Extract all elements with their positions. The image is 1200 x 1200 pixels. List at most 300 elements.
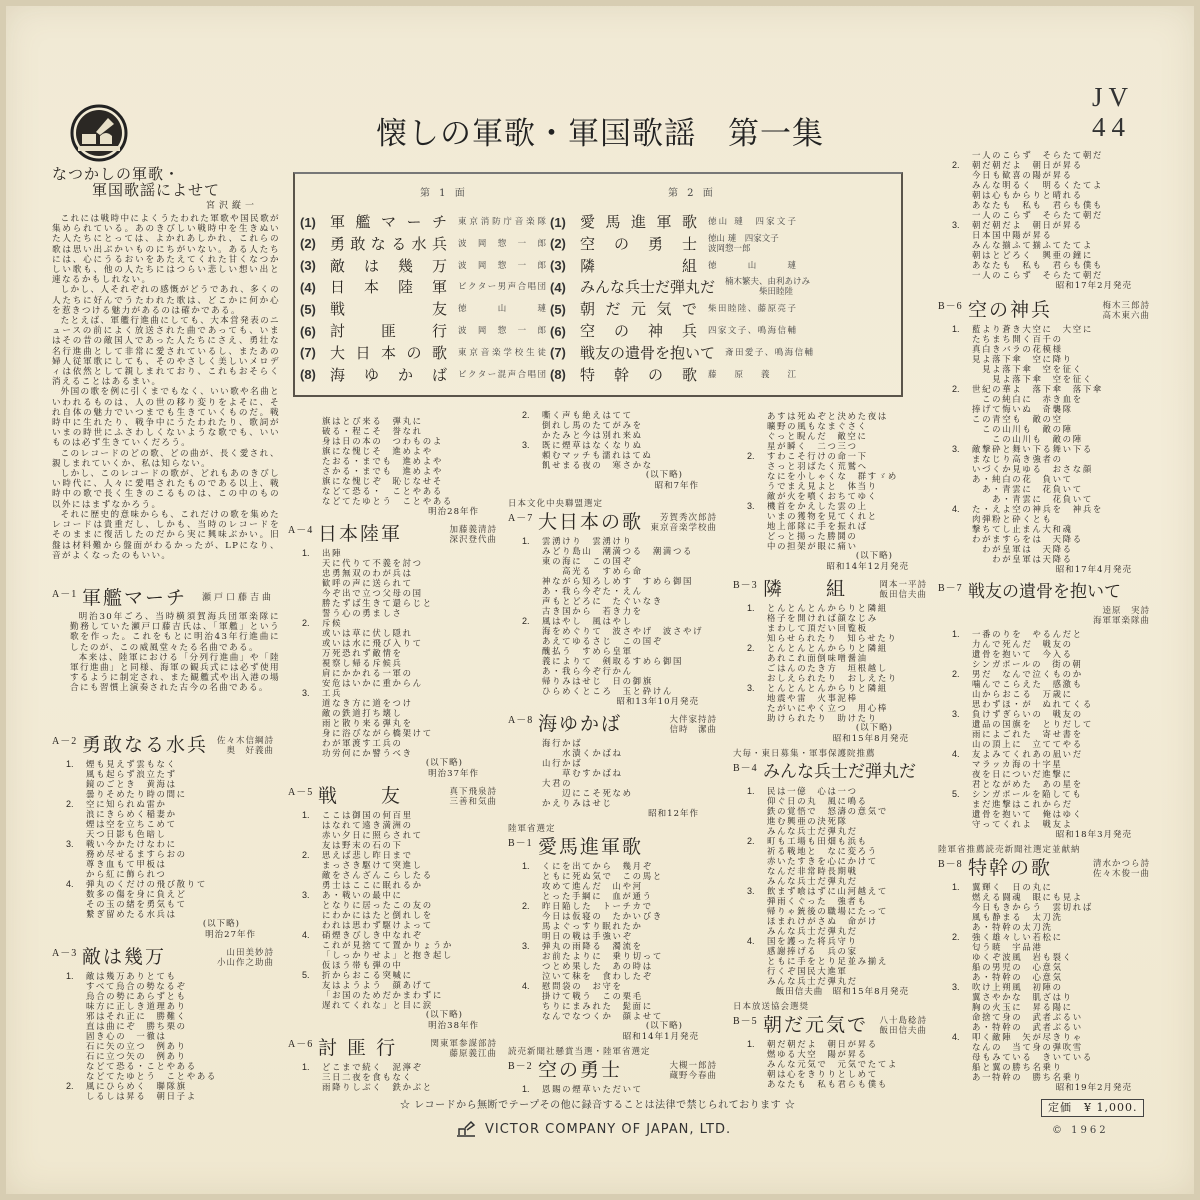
lyric-line: などて恐る・ことやある — [86, 1061, 197, 1071]
verse-lines — [542, 616, 703, 696]
lyric-line: 母もみている きいている — [972, 1052, 1093, 1062]
song-credits — [879, 580, 933, 600]
selection-note: 陸軍省選定 — [508, 824, 556, 834]
lyric-line: シンガポールを陥しても — [972, 789, 1083, 799]
song-B-1 — [508, 824, 723, 1043]
track-artist: 藤原義江 — [708, 369, 796, 380]
song-title: 軍艦マーチ — [82, 587, 188, 609]
lyric-verse — [938, 504, 1156, 564]
credit-line: 東京音楽学校曲 — [650, 523, 717, 533]
credit-line: 加藤義清詩 — [449, 525, 497, 535]
song-credits — [650, 513, 723, 533]
lyric-line: 三日二夜を食もなく — [322, 1072, 413, 1082]
lyric-line: うでまえ見よと 体当り — [767, 481, 878, 491]
lyric-line: 進む興亜の決死隊 — [767, 816, 848, 826]
lyric-line: 泣いて秣を 食わしたぞ — [542, 971, 653, 981]
lyric-line: さかる・までも 進めよや — [322, 466, 443, 476]
verse-lines — [972, 1032, 1093, 1082]
credit-line: 佐々木信綱詩 — [216, 736, 274, 746]
lyric-line: 知らせられたり 知らせたり — [767, 633, 898, 643]
track-title: 愛馬進軍歌 — [580, 213, 698, 231]
lyric-line: 声もとどろに たぐいなき — [542, 596, 663, 606]
lyric-line: 直は曲にぞ 勝ち栗の — [86, 1021, 187, 1031]
release-date: 明治37年作 — [428, 769, 479, 779]
verse-number: 2. — [747, 451, 755, 461]
lyric-line: ここは御国の何百里 — [322, 810, 413, 820]
track-title: 大日本の歌 — [330, 343, 448, 362]
verse-number: 5. — [952, 789, 960, 799]
lyric-line: 朝は心をきりりとしめて — [767, 1069, 878, 1079]
essay — [52, 166, 280, 561]
lyric-line: なんだ非常時長期戦 — [767, 866, 858, 876]
verse-lines — [542, 1084, 643, 1094]
verse-number: 2. — [302, 618, 310, 628]
credit-line: 信時 潔曲 — [669, 725, 717, 735]
verse-number: 4. — [302, 930, 310, 940]
track-artist: 徳山 璉 四家文子 — [708, 217, 796, 227]
lyric-line: みどり島山 潮満つる 潮満つる — [542, 546, 694, 556]
lyric-line: 「お国のためだかまわずに — [322, 990, 443, 1000]
verse-number: 3. — [522, 440, 530, 450]
verse-number: 2. — [952, 932, 960, 942]
verse-number: 2. — [522, 616, 530, 626]
verse-lines — [542, 981, 663, 1021]
lyric-line: 神ながら知ろしめす すめら御国 — [542, 576, 694, 586]
verse-lines — [972, 789, 1083, 829]
lyric-verse — [52, 879, 280, 919]
lyric-verse — [288, 1062, 503, 1092]
lyric-line: 見よ落下傘 空を征く — [972, 364, 1083, 374]
track-artist: 徳山璉 — [708, 260, 796, 271]
lyric-line: 既に煙草はなくなりぬ — [542, 440, 643, 450]
lyric-line: ほまれけがさぬ 命がけ — [767, 916, 878, 926]
song-A-8 — [508, 712, 723, 820]
song-B-4 — [733, 749, 933, 998]
verse-lines — [322, 970, 443, 1010]
verse-number: 1. — [952, 629, 960, 639]
song-code: A－5 — [288, 787, 314, 798]
song-title: 空の神兵 — [968, 299, 1053, 321]
song-A-3 — [52, 945, 280, 1101]
lyric-verse — [733, 643, 933, 683]
verse-lines — [972, 150, 1103, 160]
credit-line: 大伴家持詩 — [669, 715, 717, 725]
lyric-line: 雨と散り来る弾丸を — [322, 718, 413, 728]
lyric-line: これが見捨てて置かりょうか — [322, 940, 453, 950]
lyric-line: 曠野の風もなまぐさく — [767, 421, 868, 431]
lyric-line: 帰りみはせじ 日の御旗 — [542, 676, 653, 686]
verse-number: 2. — [522, 901, 530, 911]
lyric-line: とんとんとんからりと隣組 — [767, 683, 888, 693]
verse-number: 2. — [66, 799, 74, 809]
lyric-verse — [733, 451, 933, 501]
credit-line: 蔵野今春曲 — [669, 1071, 717, 1081]
lyric-line: 明日の戦は手強いぞ — [542, 931, 633, 941]
lyric-line: すわこそ行けの命一下 — [767, 451, 868, 461]
lyric-line: 尊き血もて甲板は — [86, 859, 167, 869]
verse-lines — [972, 444, 1093, 504]
lyric-line: ごはんのたき方 垣根越し — [767, 663, 888, 673]
song-B-8 — [938, 845, 1156, 1094]
lyric-line: 義によりて 剣取るすめら御国 — [542, 656, 684, 666]
credit-line: 関東軍参謀部詩 — [430, 1039, 497, 1049]
lyric-line: 恩賜の煙草いただいて — [542, 1084, 643, 1094]
lyric-line: 功労何にか譬うべき — [322, 748, 413, 758]
lyric-line: ひらめくところ 玉と砕けん — [542, 686, 673, 696]
lyric-line: 翼輝く 日の丸に — [972, 882, 1053, 892]
lyric-verse — [288, 416, 503, 506]
song-A-4 — [288, 522, 503, 780]
lyric-line: みんな兵士だ弾丸だ — [767, 976, 858, 986]
lyric-line: 祈る戦地と なに変ろう — [767, 846, 878, 856]
lyric-line: 醜払う すめら皇軍 — [542, 646, 633, 656]
song-B-3 — [733, 577, 933, 745]
song-title: 戦 友 — [318, 785, 403, 807]
lyric-line: 弾丸の雨降る 濁流を — [542, 941, 643, 951]
lyric-line: なんの 当て身の弾吹雪 — [972, 1042, 1083, 1052]
verse-number: 2. — [66, 1081, 74, 1091]
verse-lines — [972, 160, 1103, 220]
lyric-line: あれこれ面倒味噌醤油 — [767, 653, 868, 663]
lyric-line: 藍より蒼き大空に 大空に — [972, 324, 1093, 334]
lyric-line: 道なき方に道をつけ — [322, 698, 413, 708]
credit-line: 岡本一平詩 — [879, 580, 927, 590]
verse-lines — [972, 220, 1103, 280]
release-date: 明治38年作 — [428, 1021, 479, 1031]
verse-number: 1. — [747, 603, 755, 613]
track-title: みんな兵士だ弾丸だ — [580, 278, 716, 297]
lyric-line: 勇士はここに眠れるか — [322, 880, 423, 890]
lyric-line: 助けられたり 助けたり — [767, 713, 878, 723]
lyric-line: 弾丸のくだけの飛び散りて — [86, 879, 207, 889]
selection-note: 日本放送協会選奨 — [733, 1002, 810, 1012]
release-date: 昭和15年8月発売 — [832, 734, 909, 744]
song-credits — [669, 715, 723, 735]
lyric-line: 朝だ朝だよ 朝日が昇る — [972, 160, 1083, 170]
track-number: (5) — [550, 301, 566, 317]
lyric-line: 頼むマッチも濡れはてぬ — [542, 450, 653, 460]
verse-number: 1. — [66, 971, 74, 981]
essay-paragraph: たとえば、軍艦行進曲にしても、大本営発表のニュースの前によく放送された曲であっても、いまはその昔の敵国人であった人たちにさえ、勇壮な名行進曲として非常に愛されているし、またあの婦人従軍歌にしても、そのやさしく美しいメロディは依然として親しまれており、これもおそらく消えることはあるまい。 — [52, 316, 280, 388]
lyric-line: みんな兵士だ弾丸だ — [767, 876, 858, 886]
lyric-verse — [733, 1039, 933, 1089]
song-heading — [733, 578, 933, 600]
catalog-code: 44 — [1092, 112, 1131, 142]
song-A-7 — [508, 499, 723, 708]
song-heading — [508, 713, 723, 735]
lyric-line: 赤いたすきを心にかけて — [767, 856, 878, 866]
verse-number: 1. — [952, 324, 960, 334]
lyric-line: 強く雄々しい若松に — [972, 932, 1063, 942]
lyric-verse — [288, 618, 503, 688]
song-credits — [217, 736, 280, 756]
lyric-line: 破る・程こそ 誉なれ — [322, 426, 423, 436]
song-code: A－8 — [508, 715, 534, 726]
lyric-line: 遺骨を抱いて 今入る — [972, 649, 1073, 659]
manufacturer-name: VICTOR COMPANY OF JAPAN, LTD. — [485, 1121, 732, 1137]
essay-title-line: なつかしの軍歌・ — [52, 165, 181, 183]
lyric-line: 負けずぎらいの 戦友の — [972, 709, 1083, 719]
lyric-verse — [938, 749, 1156, 789]
lyric-line: われは思わず駆けよって — [322, 920, 433, 930]
selection-note: 読売新聞社懸賞当選・陸軍省選定 — [508, 1047, 651, 1057]
lyric-line: みんな揃ふて揃ふてたてよ — [972, 240, 1093, 250]
song-heading — [508, 1059, 723, 1081]
song-heading — [508, 511, 723, 533]
track-number: (7) — [300, 345, 316, 361]
column-3 — [508, 0, 723, 1200]
song-heading — [733, 1014, 933, 1036]
column-4 — [733, 0, 933, 1200]
lyric-line: つとめ果した あの時は — [542, 961, 653, 971]
verse-lines — [767, 411, 888, 451]
verse-number: 2. — [747, 643, 755, 653]
verse-lines — [542, 738, 633, 808]
lyric-line: 数多の傷を身に負えど — [86, 889, 187, 899]
verse-number — [952, 150, 972, 160]
credit-line: 清水かつら詩 — [1092, 859, 1150, 869]
lyric-line: 風はやし 風はやし — [542, 616, 633, 626]
verse-lines — [86, 799, 177, 839]
verse-lines — [767, 603, 897, 643]
credit-line: 瀬戸口藤吉曲 — [201, 593, 274, 603]
song-description: 明治30年ごろ、当時横須賀海兵団軍楽隊に勤務していた瀬戸口藤吉氏は、「軍艦」という歌を作った。これをもとに明治43年行進曲にしたのが、この威風堂々たる名曲である。 — [70, 612, 280, 653]
verse-number — [522, 738, 542, 808]
lyric-line: 勝たずば生きて還らじと — [322, 598, 433, 608]
lyric-line: みんな兵士だ弾丸だ — [767, 926, 858, 936]
song-code: B－7 — [938, 583, 963, 594]
lyric-line: 嘶く声も絶えはてて — [542, 410, 633, 420]
verse-lines — [86, 759, 187, 799]
lyric-line: にわかにはたと倒れしを — [322, 910, 433, 920]
lyric-line: 友は野末の石の下 — [322, 840, 403, 850]
track-title: 日本陸軍 — [330, 278, 448, 297]
lyric-line: 見よ落下傘 空を征く — [972, 374, 1093, 384]
lyric-line: みんな兵士だ弾丸だ — [767, 826, 858, 836]
lyric-line: みんな明るく 明るくたてよ — [972, 180, 1103, 190]
verse-number: 3. — [952, 709, 960, 719]
track-artist: ビクター混声合唱団 — [458, 369, 546, 380]
lyric-line: おしえられたり おしえたり — [767, 673, 898, 683]
track-number: (6) — [550, 323, 566, 339]
lyric-line: 旗はとび来る 弾丸に — [322, 416, 423, 426]
song-B-5 — [733, 1002, 933, 1089]
lyric-line: なにを小しゃくな 群すゞめ — [767, 471, 898, 481]
lyric-line: 遺品の国旗を とりだして — [972, 719, 1093, 729]
lyric-verse — [733, 603, 933, 643]
lyric-line: わがますらをは 天降る — [972, 534, 1083, 544]
verse-lines — [322, 930, 453, 970]
lyric-verse — [508, 981, 723, 1021]
track-artist: 徳山 璉 四家文子 波岡惣一郎 — [708, 233, 779, 254]
verse-number: 1. — [522, 536, 530, 546]
lyric-line: あ・特幹の 心意気 — [972, 972, 1063, 982]
song-heading — [938, 299, 1156, 321]
lyric-line: 仮ほう帯も弾の中 — [322, 960, 403, 970]
lyric-line: あ・特幹の太刀洗 — [972, 922, 1053, 932]
lyric-line: 見よ落下傘 空に降り — [972, 354, 1073, 364]
lyric-line: 今ぞ出で立つ父母の国 — [322, 588, 423, 598]
song-title: 日本陸軍 — [318, 523, 403, 545]
credit-line: 梅木三郎詩 — [1102, 301, 1150, 311]
copyright-year: © 1962 — [1052, 1125, 1109, 1136]
lyric-line: 天つ日影も色暗し — [86, 829, 167, 839]
verse-number: 3. — [747, 683, 755, 693]
lyric-line: 「しっかりせよ」と抱き起し — [322, 950, 453, 960]
song-title: 戦友の遺骨を抱いて — [968, 582, 1121, 602]
lyric-verse — [288, 890, 503, 930]
lyric-line: くにを出てから 幾月ぞ — [542, 861, 653, 871]
song-A-2 — [52, 733, 280, 941]
lyric-line: 燃える闘魂 眼にも見よ — [972, 892, 1083, 902]
lyric-line: 慰問袋の お守を — [542, 981, 623, 991]
lyric-verse — [938, 882, 1156, 932]
lyric-verse — [508, 1084, 723, 1094]
lyric-line: 風にひらめく 聯隊旗 — [86, 1081, 187, 1091]
lyric-line: などてたゆとう ことやある — [322, 496, 453, 506]
lyric-line: 叩く敵陣 矢が尽きりゃ — [972, 1032, 1083, 1042]
verse-lines — [972, 932, 1073, 982]
lyric-line: この純白に 赤き血を — [972, 394, 1083, 404]
release-date: 昭和7年作 — [654, 481, 699, 491]
song-credits — [1102, 301, 1156, 321]
lyric-line: いまの獲物を見てくれと — [767, 511, 878, 521]
verse-lines — [86, 971, 217, 1081]
verse-number: 1. — [522, 1084, 530, 1094]
lyric-line: 石に立つ矢の 例あり — [86, 1051, 187, 1061]
song-heading — [733, 761, 933, 783]
verse-number: 1. — [952, 882, 960, 892]
victor-dog-icon — [455, 1120, 477, 1138]
lyric-verse — [733, 886, 933, 936]
lyric-line: 一人のこらず そらたて朝だ — [972, 150, 1103, 160]
lyric-line: 弾雨くぐった 強者も — [767, 896, 868, 906]
lyric-line: 斥候 — [322, 618, 343, 628]
song-code: B－3 — [733, 580, 758, 591]
song-heading — [288, 523, 503, 545]
lyric-line: 固き心の 一徹は — [86, 1031, 167, 1041]
lyric-line: 遅れてくれな」と目に涙 — [322, 1000, 433, 1010]
lyric-line: その玉の緒を勇気もて — [86, 899, 187, 909]
credit-line: 芳賀秀次郎詩 — [659, 513, 717, 523]
lyric-verse — [938, 629, 1156, 669]
lyric-line: あ・青雲に 花負いて — [972, 484, 1083, 494]
verse-number: 1. — [522, 861, 530, 871]
track-title: 軍艦マーチ — [330, 213, 448, 231]
lyric-line: 船と翼の勝ち名乗り — [972, 1062, 1063, 1072]
lyric-line: たがいにやく立つ 用心棒 — [767, 703, 888, 713]
lyric-line: とった手綱に 血が通う — [542, 891, 653, 901]
song-code: A－7 — [508, 513, 534, 524]
verse-lines — [972, 384, 1103, 444]
lyric-line: 風も静まる 太刀洗 — [972, 912, 1063, 922]
lyric-verse — [288, 930, 503, 970]
lyric-line: 水漬くかばね — [542, 748, 623, 758]
lyric-line: しるしは昇る 朝日子よ — [86, 1091, 197, 1101]
lyric-line: 友はようよう 顔あげて — [322, 980, 433, 990]
lyric-line: あ・我ら今ぞた・えん — [542, 586, 643, 596]
lyric-line: 鏡のごとき 黄海は — [86, 779, 177, 789]
album-title: 懐しの軍歌・軍国歌謡 第一集 — [376, 116, 824, 152]
lyric-verse — [938, 220, 1156, 280]
lyric-line: 匂う暁 宇品港 — [972, 942, 1043, 952]
lyric-line: 戦い今かたけなわに — [86, 839, 177, 849]
lyric-line: 船の男児の 心意気 — [972, 962, 1063, 972]
credit-line: 三善和気曲 — [449, 797, 497, 807]
omitted-note: (以下略) — [645, 1021, 683, 1031]
track-number: (4) — [550, 279, 566, 295]
release-date: 昭和17年4月発売 — [1055, 565, 1132, 575]
verse-lines — [972, 324, 1093, 384]
lyric-line: ちりにまみれた 髭面に — [542, 1001, 653, 1011]
lyric-line: 烏合の勢にあらずとも — [86, 991, 187, 1001]
verse-lines — [86, 879, 207, 919]
song-credits — [217, 948, 280, 968]
song-heading — [288, 1037, 503, 1059]
lyric-line: この山川も 敵の陣 — [972, 424, 1073, 434]
lyric-line: 攻めて進んだ 山や河 — [542, 881, 643, 891]
lyric-line: さっと羽ばたく荒鷲へ — [767, 461, 868, 471]
verse-lines — [322, 1062, 433, 1092]
lyric-line: まだ進撃はこれからだ — [972, 799, 1073, 809]
lyric-line: 思えば悲し昨日まで — [322, 850, 413, 860]
verse-lines — [972, 882, 1093, 932]
omitted-note: (以下略) — [202, 919, 240, 929]
release-date: 昭和12年作 — [648, 809, 699, 819]
essay-paragraph: 外国の歌を例に引くまでもなく、いい歌や名曲といわれるものは、人の世の移り変りをよそに、それ自体の魅力でいつまでも生きていくものだ。戦時中に生れたり、戦争中にうたわれたり、歌詞がいまの時世にふさわしくないような歌でも、いいものは必ず生きていくだろう。 — [52, 387, 280, 449]
lyric-line: などてたゆとう ことやある — [86, 1071, 217, 1081]
verse-number: 4. — [522, 981, 530, 991]
verse-number: 4. — [952, 1032, 960, 1042]
verse-lines — [322, 688, 433, 758]
lyric-line: 旗にな愧じぞ 恥じなせそ — [322, 476, 443, 486]
song-credits — [1093, 859, 1156, 879]
song-title: 敵は幾万 — [82, 946, 167, 968]
lyric-line: 雨によごれた 寄せ書を — [972, 729, 1083, 739]
verse-number: 1. — [747, 1039, 755, 1049]
lyric-line: 機首をかえした雲の上 — [767, 501, 868, 511]
verse-number: 2. — [522, 410, 530, 420]
column-5 — [938, 0, 1156, 1200]
verse-lines — [86, 1081, 197, 1101]
lyric-verse — [52, 839, 280, 879]
verse-number: 4. — [747, 936, 755, 946]
lyric-line: 翼さやかな 肌ざはり — [972, 992, 1073, 1002]
lyric-verse — [52, 799, 280, 839]
lyric-line: 中の担架が眼に痛い — [767, 541, 858, 551]
lyric-line: ぐっと睨んだ 敵空に — [767, 431, 868, 441]
verse-lines — [322, 416, 453, 506]
lyric-line: まなじり高き強者の — [972, 454, 1063, 464]
lyric-line: 行くぞ国民大進軍 — [767, 966, 848, 976]
lyric-verse — [288, 970, 503, 1010]
verse-number: 3. — [302, 688, 310, 698]
lyric-line: 硝煙きびしき中なれぞ — [322, 930, 423, 940]
lyric-line: まっさき駆けて突進し — [322, 860, 423, 870]
verse-number: 3. — [952, 444, 960, 454]
lyric-line: 天に代りて不義を討つ — [322, 558, 423, 568]
lyric-line: 力んで死んだ 戦友の — [972, 639, 1073, 649]
verse-lines — [767, 836, 878, 886]
lyrics-continued — [508, 410, 723, 492]
lyric-line: 海行かば — [542, 738, 583, 748]
lyric-line: わが軍渡す工兵の — [322, 738, 403, 748]
track-artist: ビクター男声合唱団 — [458, 282, 546, 293]
lyric-line: 万死恐れず敵情を — [322, 648, 403, 658]
lyric-verse — [508, 440, 723, 470]
song-A-6 — [288, 1036, 503, 1092]
song-title: 大日本の歌 — [538, 511, 644, 533]
